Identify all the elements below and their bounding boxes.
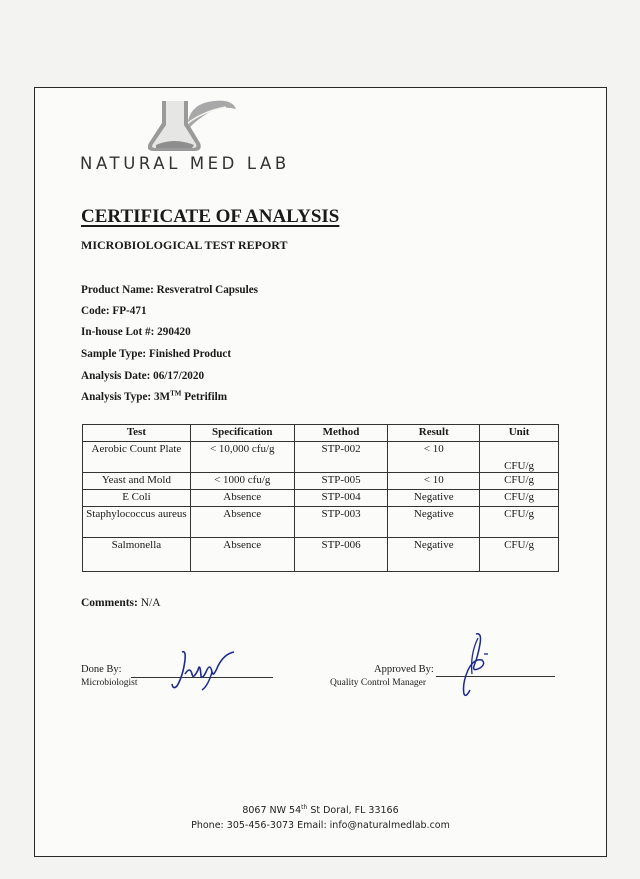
method-cell: STP-006 bbox=[294, 538, 388, 572]
unit-cell: CFU/g bbox=[480, 442, 559, 473]
column-header: Specification bbox=[190, 425, 294, 442]
specification-cell: < 1000 cfu/g bbox=[190, 473, 294, 490]
table-row bbox=[83, 490, 559, 507]
sample-type-value: Finished Product bbox=[148, 348, 232, 360]
table-row bbox=[83, 538, 559, 572]
unit-cell: CFU/g bbox=[480, 507, 559, 538]
quality-manager-signature-icon bbox=[450, 630, 498, 700]
unit-cell: CFU/g bbox=[480, 538, 559, 572]
footer-address: 8067 NW 54th St Doral, FL 33166 bbox=[242, 803, 399, 816]
sample-type-label: Sample Type: bbox=[81, 348, 147, 360]
code-value: FP-471 bbox=[112, 305, 147, 317]
column-header: Unit bbox=[480, 425, 559, 442]
analysis-type-row bbox=[81, 391, 227, 403]
test-cell: Yeast and Mold bbox=[83, 473, 191, 490]
sample-type-row bbox=[81, 348, 231, 360]
method-cell: STP-004 bbox=[294, 490, 388, 507]
lot-label: In-house Lot #: bbox=[81, 326, 155, 338]
document-subtitle: MICROBIOLOGICAL TEST REPORT bbox=[81, 238, 288, 252]
footer-contact: Phone: 305-456-3073 Email: info@naturalmedlab.com bbox=[191, 820, 450, 831]
table-row bbox=[83, 473, 559, 490]
product-name-value: Resveratrol Capsules bbox=[156, 284, 259, 296]
result-cell: Negative bbox=[388, 490, 480, 507]
column-header: Result bbox=[388, 425, 480, 442]
product-name-label: Product Name: bbox=[81, 284, 154, 296]
code-label: Code: bbox=[81, 305, 110, 317]
lot-row bbox=[81, 326, 191, 338]
table-row bbox=[83, 507, 559, 538]
column-header: Method bbox=[294, 425, 388, 442]
approved-by-role: Quality Control Manager bbox=[330, 678, 427, 688]
done-by-role: Microbiologist bbox=[81, 678, 138, 688]
analysis-type-label: Analysis Type: bbox=[81, 391, 152, 403]
analysis-date-value: 06/17/2020 bbox=[153, 370, 205, 382]
specification-cell: < 10,000 cfu/g bbox=[190, 442, 294, 473]
analysis-date-row bbox=[81, 370, 204, 382]
comments-label: Comments: bbox=[81, 597, 138, 609]
approved-by-label: Approved By: bbox=[374, 664, 434, 675]
done-by-label: Done By: bbox=[81, 664, 122, 675]
result-cell: < 10 bbox=[388, 442, 480, 473]
specification-cell: Absence bbox=[190, 490, 294, 507]
lot-value: 290420 bbox=[157, 326, 191, 338]
method-cell: STP-002 bbox=[294, 442, 388, 473]
method-cell: STP-005 bbox=[294, 473, 388, 490]
code-row bbox=[81, 305, 147, 317]
table-header-row bbox=[83, 425, 559, 442]
document-title: CERTIFICATE OF ANALYSIS bbox=[81, 206, 340, 227]
test-cell: E Coli bbox=[83, 490, 191, 507]
analysis-type-value: 3M™ Petrifilm bbox=[153, 389, 228, 403]
unit-cell: CFU/g bbox=[480, 473, 559, 490]
test-cell: Salmonella bbox=[83, 538, 191, 572]
column-header: Test bbox=[83, 425, 191, 442]
logo-wordmark: NATURAL MED LAB bbox=[80, 154, 290, 173]
specification-cell: Absence bbox=[190, 538, 294, 572]
comments-row bbox=[81, 597, 161, 609]
product-name-row bbox=[81, 284, 258, 296]
result-cell: Negative bbox=[388, 538, 480, 572]
specification-cell: Absence bbox=[190, 507, 294, 538]
test-cell: Aerobic Count Plate bbox=[83, 442, 191, 473]
results-table bbox=[82, 424, 559, 572]
flask-leaf-logo-icon bbox=[148, 97, 238, 155]
analysis-date-label: Analysis Date: bbox=[81, 370, 151, 382]
method-cell: STP-003 bbox=[294, 507, 388, 538]
unit-cell: CFU/g bbox=[480, 490, 559, 507]
comments-value: N/A bbox=[140, 597, 161, 609]
result-cell: < 10 bbox=[388, 473, 480, 490]
result-cell: Negative bbox=[388, 507, 480, 538]
test-cell: Staphylococcus aureus bbox=[83, 507, 191, 538]
microbiologist-signature-icon bbox=[168, 648, 240, 692]
table-row bbox=[83, 442, 559, 473]
